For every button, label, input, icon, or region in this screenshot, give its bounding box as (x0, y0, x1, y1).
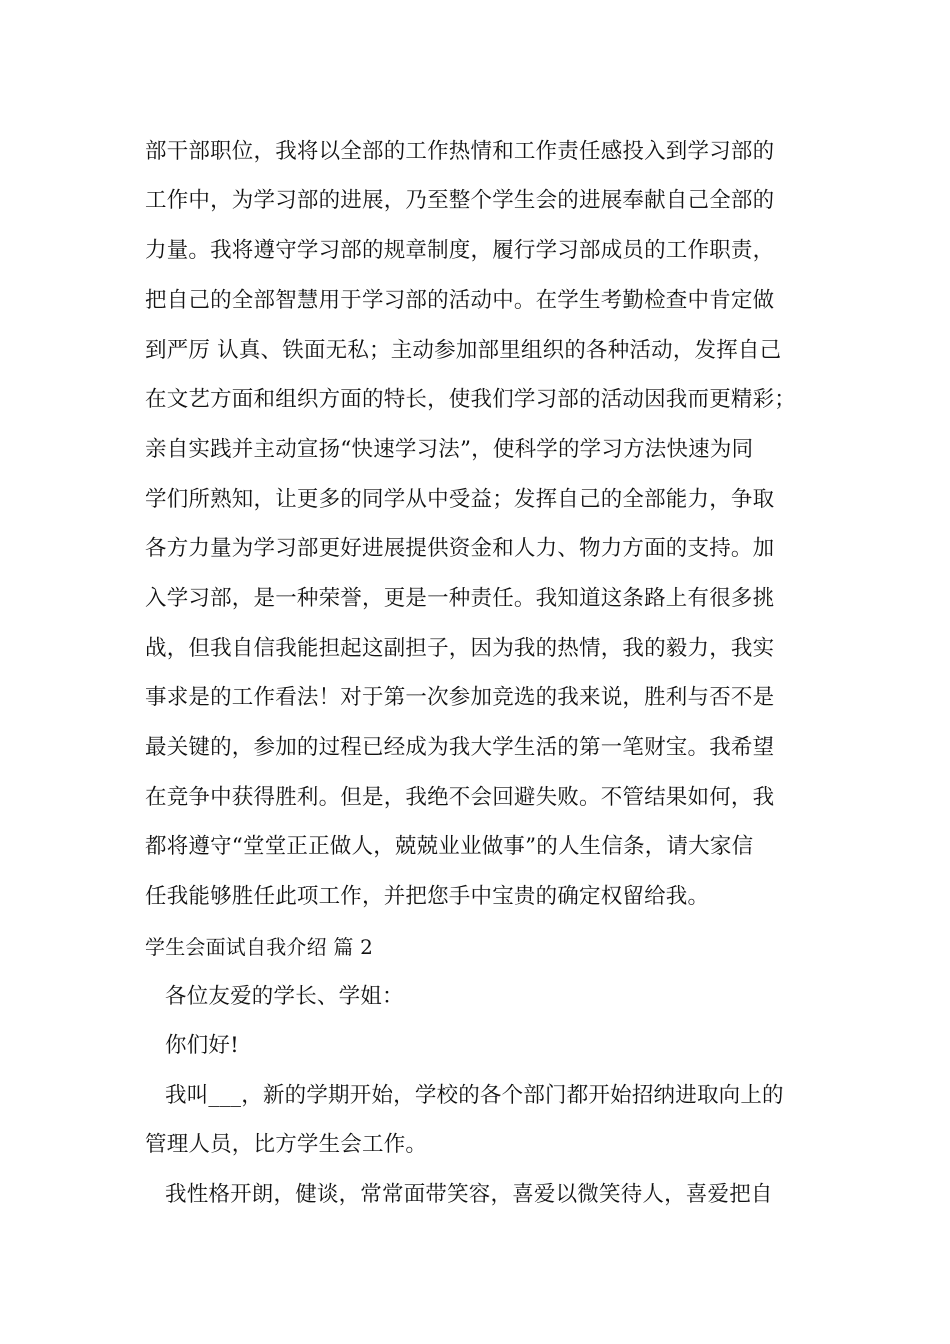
text-line: 任我能够胜任此项工作，并把您手中宝贵的确定权留给我。 (145, 884, 710, 909)
text-line: 最关键的，参加的过程已经成为我大学生活的第一笔财宝。我希望 (145, 735, 775, 760)
text-line: 我叫___，新的学期开始，学校的各个部门都开始招纳进取向上的 (165, 1083, 784, 1108)
text-line: 学们所熟知，让更多的同学从中受益；发挥自己的全部能力，争取 (145, 487, 775, 512)
text-line: 亲自实践并主动宣扬“快速学习法”，使科学的学习方法快速为同 (145, 437, 754, 462)
text-line: 在竞争中获得胜利。但是，我绝不会回避失败。不管结果如何，我 (145, 785, 775, 810)
text-line: 管理人员，比方学生会工作。 (145, 1132, 428, 1157)
text-line: 事求是的工作看法！对于第一次参加竞选的我来说，胜利与否不是 (145, 685, 775, 710)
text-line: 战，但我自信我能担起这副担子，因为我的热情，我的毅力，我实 (145, 636, 775, 661)
text-line: 部干部职位，我将以全部的工作热情和工作责任感投入到学习部的 (145, 139, 775, 164)
greeting-line: 各位友爱的学长、学姐： (165, 984, 404, 1009)
text-line: 力量。我将遵守学习部的规章制度，履行学习部成员的工作职责， (145, 238, 775, 263)
hello-line: 你们好! (165, 1033, 239, 1058)
text-line: 入学习部，是一种荣誉，更是一种责任。我知道这条路上有很多挑 (145, 586, 775, 611)
text-line: 把自己的全部智慧用于学习部的活动中。在学生考勤检查中肯定做 (145, 288, 775, 313)
text-line: 各方力量为学习部更好进展提供资金和人力、物力方面的支持。加 (145, 536, 775, 561)
text-line: 到严厉 认真、铁面无私；主动参加部里组织的各种活动，发挥自己 (145, 338, 782, 363)
text-line: 我性格开朗，健谈，常常面带笑容，喜爱以微笑待人，喜爱把自 (165, 1182, 773, 1207)
text-line: 都将遵守“堂堂正正做人，兢兢业业做事”的人生信条，请大家信 (145, 834, 754, 859)
section-heading: 学生会面试自我介绍 篇 2 (145, 935, 374, 959)
text-line: 在文艺方面和组织方面的特长，使我们学习部的活动因我而更精彩； (145, 387, 797, 412)
text-line: 工作中，为学习部的进展，乃至整个学生会的进展奉献自己全部的 (145, 188, 775, 213)
